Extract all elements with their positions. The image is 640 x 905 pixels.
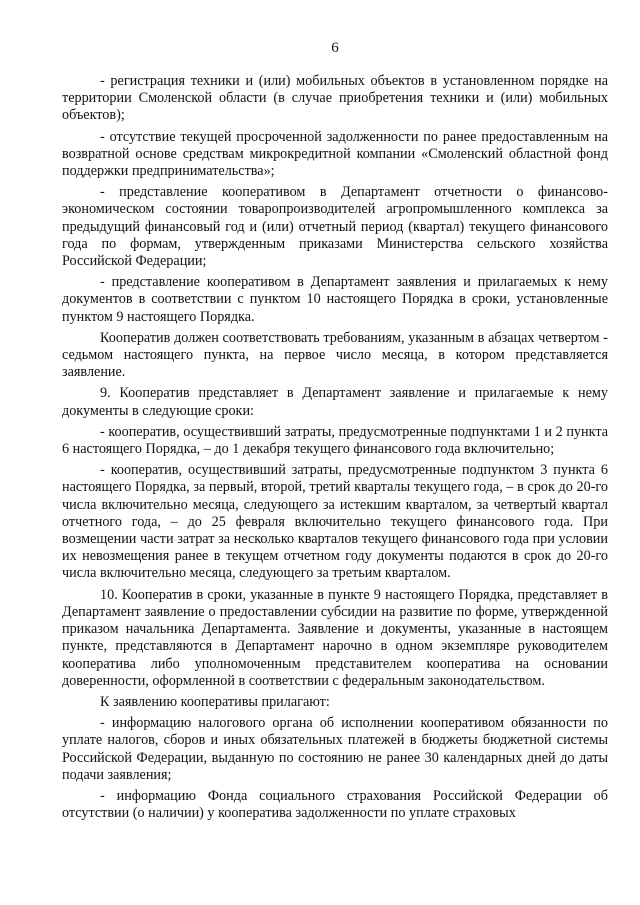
paragraph: К заявлению кооперативы прилагают: (100, 693, 330, 710)
paragraph: - представление кооперативом в Департамент заявления и прилагаемых к нему документов в соответствии с пунктом 10 настоящего Порядка в сроки, установленные пунктом 9 настоящего Порядка. (62, 274, 608, 325)
paragraph: - кооператив, осуществивший затраты, предусмотренные подпунктами 1 и 2 пункта 6 настоящего Порядка, – до 1 декабря текущего финансового года включительно; (62, 423, 608, 458)
paragraph: - регистрация техники и (или) мобильных объектов в установленном порядке на территории Смоленской области (в случае приобретения техники и (или) мобильных объектов); (62, 73, 608, 124)
paragraph: - кооператив, осуществивший затраты, предусмотренные подпунктом 3 пункта 6 настоящего Порядка, за первый, второй, третий кварталы текущего года, – в срок до 20-го числа включительно месяца, следующего за истекшим кварталом, за четвертый квартал отчетного года, – до 25 февраля включительно текущего финансового года. При возмещении части затрат за несколько кварталов текущего финансового года при условии их невозмещения ранее в текущем отчетном году документы подаются в срок до 20-го числа включительно месяца, следующего за третьим кварталом. (62, 462, 608, 582)
paragraph: - информацию Фонда социального страхования Российской Федерации об отсутствии (о наличии) у кооператива задолженности по уплате страховых (62, 787, 608, 822)
document-body (62, 73, 608, 822)
paragraph: - информацию налогового органа об исполнении кооперативом обязанности по уплате налогов, сборов и иных обязательных платежей в бюджеты бюджетной системы Российской Федерации, выданную по состоянию не ранее 30 календарных дней до даты подачи заявления; (62, 715, 608, 783)
paragraph: - представление кооперативом в Департамент отчетности о финансово-экономическом состоянии товаропроизводителей агропромышленного комплекса за предыдущий финансовый год и (или) отчетный период (квартал) текущего финансового года по формам, утвержденным приказами Министерства сельского хозяйства Российской Федерации; (62, 184, 608, 270)
page-number: 6 (331, 40, 339, 56)
paragraph: 10. Кооператив в сроки, указанные в пункте 9 настоящего Порядка, представляет в Департамент заявление о предоставлении субсидии на развитие по форме, утвержденной приказом начальника Департамента. Заявление и документы, указанные в настоящем пункте, представляются в Департамент нарочно в одном экземпляре руководителем кооператива либо уполномоченным представителем кооператива на основании доверенности, оформленной в соответствии с федеральным законодательством. (62, 586, 608, 689)
paragraph: Кооператив должен соответствовать требованиям, указанным в абзацах четвертом - седьмом настоящего пункта, на первое число месяца, в котором представляется заявление. (62, 329, 608, 381)
paragraph: 9. Кооператив представляет в Департамент заявление и прилагаемые к нему документы в следующие сроки: (62, 385, 608, 419)
paragraph: - отсутствие текущей просроченной задолженности по ранее предоставленным на возвратной основе средствам микрокредитной компании «Смоленский областной фонд поддержки предпринимательства»; (62, 128, 608, 180)
